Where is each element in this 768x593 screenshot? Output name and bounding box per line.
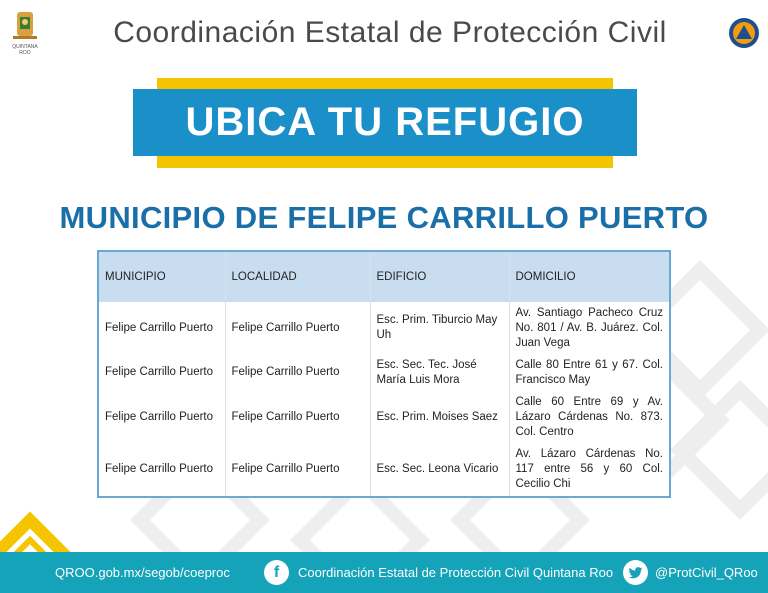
column-header-municipio: MUNICIPIO [99,252,225,302]
banner-text: UBICA TU REFUGIO [185,100,585,144]
table-row [99,391,669,443]
shelters-table [97,250,671,498]
civil-protection-logo [728,17,760,49]
table-row [99,302,669,354]
cell-municipio: Felipe Carrillo Puerto [99,302,225,354]
footer-twitter-link[interactable]: @ProtCivil_QRoo [655,565,758,580]
cell-domicilio: Av. Santiago Pacheco Cruz No. 801 / Av. B. Juárez. Col. Juan Vega [515,306,663,349]
table-row [99,354,669,391]
cell-municipio: Felipe Carrillo Puerto [99,391,225,443]
cell-localidad: Felipe Carrillo Puerto [225,302,370,354]
cell-localidad: Felipe Carrillo Puerto [225,391,370,443]
column-header-edificio: EDIFICIO [370,252,509,302]
cell-domicilio: Calle 80 Entre 61 y 67. Col. Francisco May [515,358,663,386]
cell-edificio: Esc. Sec. Leona Vicario [370,444,509,496]
footer-facebook-link[interactable]: Coordinación Estatal de Protección Civil Quintana Roo [298,565,614,580]
municipality-title: MUNICIPIO DE FELIPE CARRILLO PUERTO [59,200,709,235]
cell-edificio: Esc. Prim. Moises Saez [370,391,509,443]
cell-edificio: Esc. Prim. Tiburcio May Uh [370,302,509,354]
table-row [99,444,669,496]
facebook-icon[interactable]: f [264,560,289,585]
column-header-domicilio: DOMICILIO [515,271,576,283]
cell-edificio: Esc. Sec. Tec. José María Luis Mora [370,354,509,391]
header [0,0,768,70]
cell-domicilio: Av. Lázaro Cárdenas No. 117 entre 56 y 60 Col. Cecilio Chi [515,448,663,491]
cell-localidad: Felipe Carrillo Puerto [225,354,370,391]
cell-municipio: Felipe Carrillo Puerto [99,444,225,496]
state-logo [8,10,42,56]
column-header-localidad: LOCALIDAD [225,252,370,302]
twitter-icon[interactable] [623,560,648,585]
title-banner [133,78,637,168]
footer-bar [0,552,768,593]
page-title: Coordinación Estatal de Protección Civil [113,16,667,49]
state-seal-icon [8,10,42,42]
table-header-row [99,252,669,302]
cell-localidad: Felipe Carrillo Puerto [225,444,370,496]
footer-website-link[interactable]: QROO.gob.mx/segob/coeproc [55,565,230,580]
state-logo-caption: QUINTANA ROO [12,44,38,56]
civil-protection-emblem-icon [728,17,760,49]
cell-domicilio: Calle 60 Entre 69 y Av. Lázaro Cárdenas No. 873. Col. Centro [515,395,663,438]
cell-municipio: Felipe Carrillo Puerto [99,354,225,391]
